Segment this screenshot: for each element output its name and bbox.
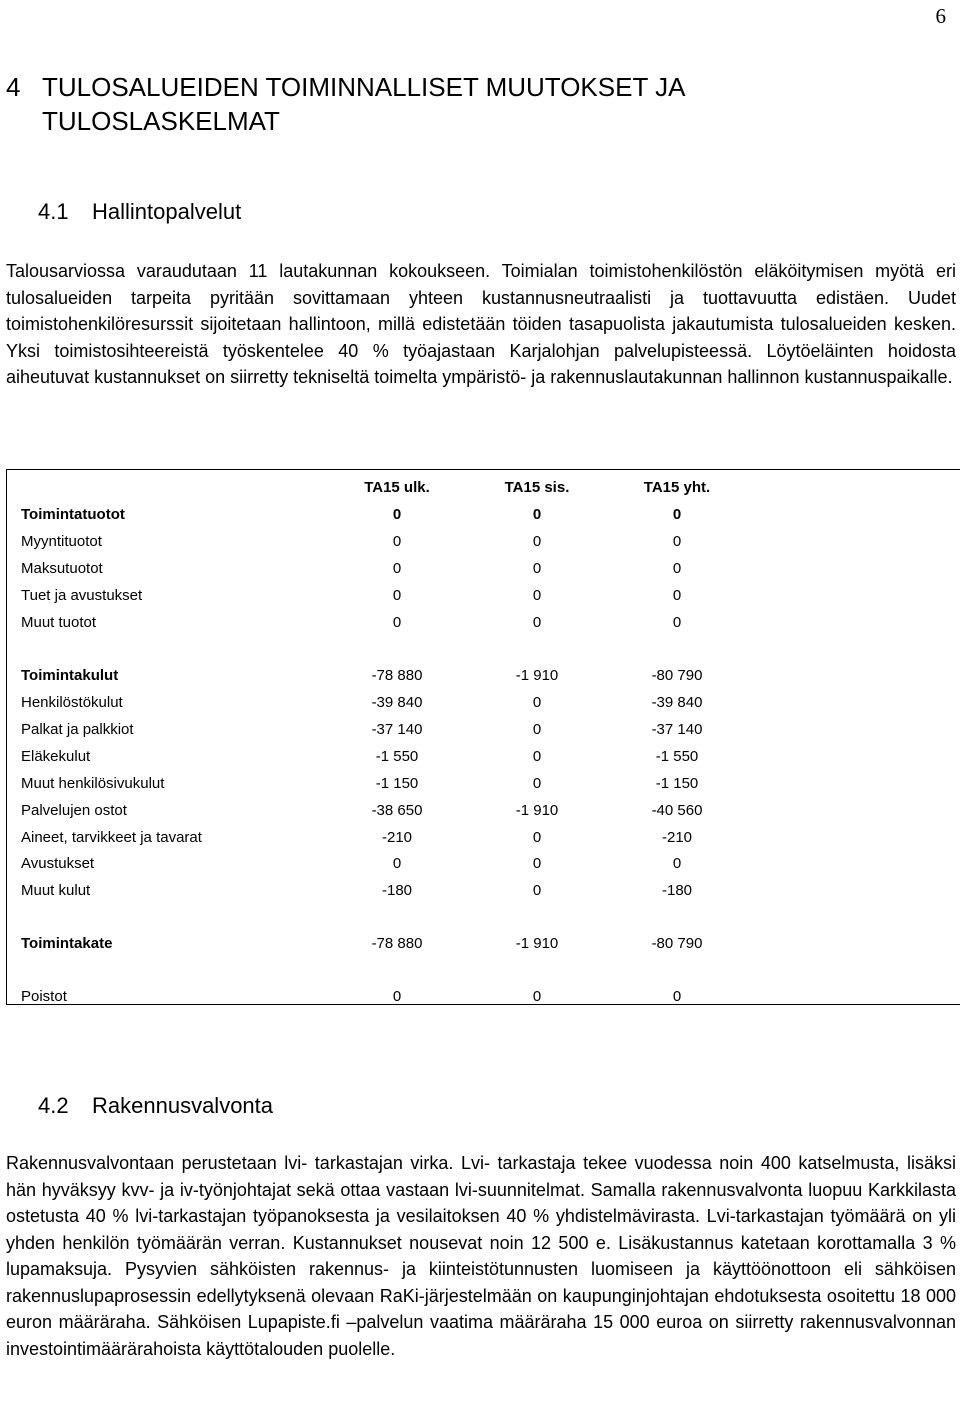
column-header: TA15 ulk.	[364, 479, 430, 496]
table-row	[7, 558, 960, 580]
chapter-title-line2: TULOSLASKELMAT	[42, 106, 280, 136]
cell-value: 0	[672, 560, 682, 577]
cell-value: -210	[661, 829, 693, 846]
table-row	[7, 531, 960, 553]
cell-value: 0	[532, 614, 542, 631]
section-title: Rakennusvalvonta	[92, 1093, 274, 1118]
chapter-title-line1: TULOSALUEIDEN TOIMINNALLISET MUUTOKSET JA	[42, 72, 686, 102]
cell-value: 0	[392, 855, 402, 872]
cell-value: 0	[532, 533, 542, 550]
table-row	[7, 933, 960, 955]
table-row	[7, 585, 960, 607]
cell-value: 0	[532, 587, 542, 604]
paragraph-hallintopalvelut: Talousarviossa varaudutaan 11 lautakunnan kokoukseen. Toimialan toimistohenkilöstön eläköitymisen myötä eri tulosalueiden tarpeita pyritään sovittamaan yhteen kustannusneutraalisti ja tuottavuutta edistäen. Uudet toimistohenkilöresurssit sijoitetaan hallintoon, millä edistetään töiden tasapuolista jakautumista tulosalueiden kesken. Yksi toimistosihteereistä työskentelee 40 % työajastaan Karjalohjan palvelupisteessä. Löytöeläinten hoidosta aiheutuvat kustannukset on siirretty tekniseltä toimelta ympäristö- ja rakennuslautakunnan hallinnon kustannuspaikalle.	[6, 261, 956, 387]
cell-value: 0	[672, 855, 682, 872]
cell-value: 0	[672, 988, 682, 1005]
cell-value: 0	[392, 988, 402, 1005]
row-label: Muut tuotot	[21, 614, 97, 631]
row-label: Palvelujen ostot	[21, 802, 127, 819]
cell-value: 0	[672, 614, 682, 631]
table-row	[7, 800, 960, 822]
row-label: Palkat ja palkkiot	[21, 721, 134, 738]
cell-value: -1 150	[375, 775, 419, 792]
cell-value: -80 790	[651, 667, 703, 684]
cell-value: 0	[532, 721, 542, 738]
row-label: Maksutuotot	[21, 560, 103, 577]
chapter-number: 4	[6, 72, 21, 102]
cell-value: -1 550	[375, 748, 419, 765]
cell-value: 0	[532, 882, 542, 899]
table-row	[7, 504, 960, 526]
cell-value: 0	[392, 533, 402, 550]
section-number: 4.2	[38, 1093, 69, 1118]
section-heading-hallintopalvelut	[38, 198, 241, 226]
table-row	[7, 773, 960, 795]
cell-value: 0	[532, 694, 542, 711]
cell-value: 0	[532, 988, 542, 1005]
cell-value: -78 880	[371, 935, 423, 952]
row-label: Aineet, tarvikkeet ja tavarat	[21, 829, 202, 846]
table-row	[7, 665, 960, 687]
chapter-title	[6, 70, 906, 138]
cell-value: 0	[392, 506, 402, 523]
row-label: Henkilöstökulut	[21, 694, 123, 711]
table-row	[7, 986, 960, 1008]
financial-table	[6, 469, 960, 1005]
page-number: 6	[935, 4, 946, 28]
cell-value: -1 550	[655, 748, 699, 765]
row-label: Poistot	[21, 988, 67, 1005]
row-label: Tuet ja avustukset	[21, 587, 143, 604]
cell-value: -39 840	[651, 694, 703, 711]
cell-value: 0	[392, 560, 402, 577]
row-label: Muut kulut	[21, 882, 91, 899]
table-row	[7, 880, 960, 902]
row-label: Muut henkilösivukulut	[21, 775, 165, 792]
row-label: Eläkekulut	[21, 748, 91, 765]
table-row	[7, 719, 960, 741]
cell-value: -38 650	[371, 802, 423, 819]
cell-value: -1 910	[515, 802, 559, 819]
section-number: 4.1	[38, 199, 69, 224]
cell-value: 0	[672, 506, 682, 523]
cell-value: -1 150	[655, 775, 699, 792]
row-label: Myyntituotot	[21, 533, 102, 550]
table-header-row	[7, 477, 960, 499]
cell-value: -37 140	[371, 721, 423, 738]
cell-value: -37 140	[651, 721, 703, 738]
cell-value: 0	[532, 748, 542, 765]
table-row	[7, 612, 960, 634]
paragraph-rakennusvalvonta: Rakennusvalvontaan perustetaan lvi- tarkastajan virka. Lvi- tarkastaja tekee vuodessa noin 400 katselmusta, lisäksi hän hyväksyy kvv- ja iv-työnjohtajat sekä ottaa vastaan lvi-suunnitelmat. Samalla rakennusvalvonta luopuu Karkkilasta ostetusta 40 % lvi-tarkastajan työpanoksesta ja vesilaitoksen 40 % yhdistelmävirasta. Lvi-tarkastajan työmäärä on yli yhden henkilön työmäärän verran. Kustannukset nousevat noin 12 500 e. Lisäkustannus katetaan korottamalla 3 % lupamaksuja. Pysyvien sähköisten rakennus- ja kiinteistötunnusten luomiseen ja käyttöönottoon eli sähköisen rakennuslupaprosessin edellytyksenä olevaan RaKi-järjestelmään on kaupunginjohtajan ehdotuksesta osoitettu 18 000 euron määräraha. Sähköisen Lupapiste.fi –palvelun vaatima määräraha 15 000 euroa on siirretty rakennusvalvonnan investointimäärärahoista käyttötalouden puolelle.	[6, 1153, 956, 1359]
section-heading-rakennusvalvonta	[38, 1092, 273, 1120]
cell-value: -78 880	[371, 667, 423, 684]
row-label: Avustukset	[21, 855, 95, 872]
row-label: Toimintakulut	[21, 667, 119, 684]
cell-value: 0	[392, 587, 402, 604]
cell-value: -210	[381, 829, 413, 846]
cell-value: -1 910	[515, 935, 559, 952]
cell-value: -80 790	[651, 935, 703, 952]
column-header: TA15 yht.	[643, 479, 711, 496]
cell-value: 0	[532, 775, 542, 792]
cell-value: 0	[532, 560, 542, 577]
table-row	[7, 827, 960, 849]
cell-value: -180	[661, 882, 693, 899]
cell-value: 0	[672, 587, 682, 604]
table-row	[7, 746, 960, 768]
row-label: Toimintakate	[21, 935, 113, 952]
column-header: TA15 sis.	[504, 479, 570, 496]
cell-value: 0	[392, 614, 402, 631]
cell-value: 0	[532, 855, 542, 872]
cell-value: -1 910	[515, 667, 559, 684]
cell-value: -180	[381, 882, 413, 899]
cell-value: 0	[532, 829, 542, 846]
table-row	[7, 853, 960, 875]
cell-value: 0	[672, 533, 682, 550]
section-title: Hallintopalvelut	[92, 199, 242, 224]
cell-value: -39 840	[371, 694, 423, 711]
cell-value: -40 560	[651, 802, 703, 819]
row-label: Toimintatuotot	[21, 506, 125, 523]
cell-value: 0	[532, 506, 542, 523]
table-row	[7, 692, 960, 714]
